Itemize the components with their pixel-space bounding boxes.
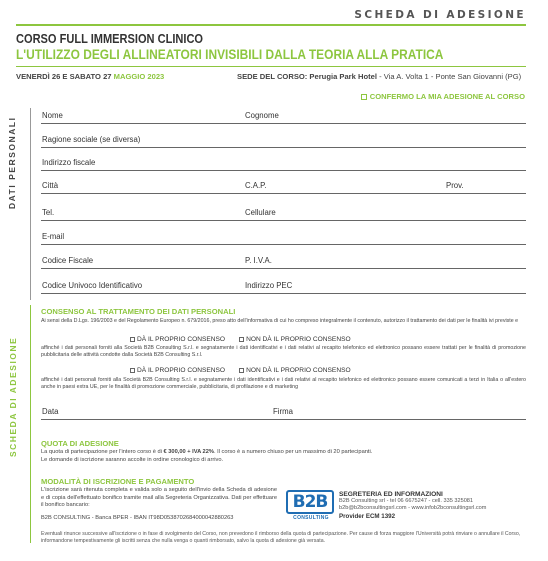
course-subtitle: L'UTILIZZO DEGLI ALLINEATORI INVISIBILI DALLA TEORIA ALLA PRATICA: [16, 47, 444, 62]
consent-deny-1[interactable]: [239, 336, 351, 343]
fee-title: QUOTA DI ADESIONE: [41, 439, 119, 448]
secretariat-provider: Provider ECM 1392: [339, 512, 396, 520]
secretariat-title: SEGRETERIA ED INFORMAZIONI: [339, 491, 443, 498]
consent-title: CONSENSO AL TRATTAMENTO DEI DATI PERSONALI: [41, 307, 236, 316]
b2b-logo: [286, 490, 336, 523]
confirm-label: CONFERMO LA MIA ADESIONE AL CORSO: [369, 92, 525, 101]
personal-section-rule: [30, 108, 31, 300]
payment-text: L'iscrizione sarà ritenuta completa e valida solo a seguito dell'invio della Scheda di adesione e di copia dell'effettuato bonifico tramite mail alla Segreteria Organizzativa. Dati per effettuare il bonifico bancario:: [41, 487, 277, 508]
consent-give-label: DÀ IL PROPRIO CONSENSO: [137, 336, 226, 343]
side-label-personal-data: DATI PERSONALI: [7, 116, 17, 209]
consent-choice-1: [130, 336, 351, 343]
consent-intro: Ai sensi della D.Lgs. 196/2003 e del Regolamento Europeo n. 679/2016, preso atto dell'informativa di cui ho compreso integralmente il contenuto, autorizzo il trattamento dei dati per le finalità ivi previste e: [41, 318, 519, 324]
fee-line-1: [41, 449, 488, 457]
fee-suffix: . Il corso è a numero chiuso per un massimo di 20 partecipanti.: [213, 449, 373, 455]
subtitle-divider: [16, 66, 526, 67]
footer-note: Eventuali rinunce successive all'iscrizione o in fase di svolgimento del Corso, non prevedono il rimborso della quota di partecipazione. Per cause di forza maggiore l'Università potrà rinviare o annullare il Corso, informandone tempestivamente gli iscritti senza che nulla venga o quanti rimborsato, salvo la quota di adesione già versata.: [41, 531, 521, 544]
row-data-firma[interactable]: [41, 402, 526, 420]
consent-give-2[interactable]: [130, 367, 225, 374]
venue-label: SEDE DEL CORSO: Perugia Park Hotel: [237, 72, 377, 81]
field-email: E-mail: [42, 232, 65, 241]
field-cap: C.A.P.: [245, 181, 267, 190]
checkbox-icon[interactable]: [239, 368, 244, 373]
field-indirizzo-fiscale: Indirizzo fiscale: [42, 158, 96, 167]
consent-deny-label: NON DÀ IL PROPRIO CONSENSO: [246, 336, 351, 343]
consent-choice-2: [130, 367, 351, 374]
row-ragione-sociale[interactable]: [41, 130, 526, 148]
secretariat-phone: B2B Consulting srl - tel 06 6675247 - cell. 335 325081: [339, 498, 474, 504]
checkbox-icon[interactable]: [130, 337, 135, 342]
field-prov: Prov.: [446, 181, 464, 190]
enrollment-section-rule: [30, 305, 31, 543]
consent-give-1[interactable]: [130, 336, 225, 343]
fee-text: [41, 449, 488, 464]
checkbox-icon[interactable]: [361, 94, 367, 100]
form-header-title: SCHEDA DI ADESIONE: [354, 9, 526, 21]
row-citta[interactable]: [41, 176, 526, 194]
field-nome: Nome: [42, 111, 63, 120]
field-citta: Città: [42, 181, 59, 190]
field-firma: Firma: [273, 407, 293, 416]
consent-text-1: affinché i dati personali forniti alla Società B2B Consulting S.r.l. e segnatamente i dati identificativi e i dati relativi al recapito telefonico ed elettronico possano essere trattati per le finalità di promozione pubblicitaria delle attività condotte dalla Società B2B Consulting S.r.l.: [41, 345, 526, 358]
field-data: Data: [42, 407, 59, 416]
consent-give-label: DÀ IL PROPRIO CONSENSO: [137, 367, 226, 374]
course-title: CORSO FULL IMMERSION CLINICO: [16, 31, 204, 46]
header-divider: [16, 24, 526, 26]
logo-tag: CONSULTING: [293, 515, 329, 521]
row-codice-fiscale[interactable]: [41, 251, 526, 269]
payment-title: MODALITÀ DI ISCRIZIONE E PAGAMENTO: [41, 477, 195, 486]
row-name[interactable]: [41, 106, 526, 124]
fee-prefix: La quota di partecipazione per l'intero corso è di: [41, 449, 164, 455]
row-tel[interactable]: [41, 203, 526, 221]
checkbox-icon[interactable]: [130, 368, 135, 373]
consent-deny-label: NON DÀ IL PROPRIO CONSENSO: [246, 367, 351, 374]
row-email[interactable]: [41, 227, 526, 245]
course-venue: [237, 72, 521, 81]
confirm-enrollment-checkbox[interactable]: [361, 92, 525, 101]
field-ragione-sociale: Ragione sociale (se diversa): [42, 135, 141, 144]
logo-mark: B2B: [286, 490, 334, 514]
field-pec: Indirizzo PEC: [245, 281, 293, 290]
field-codice-fiscale: Codice Fiscale: [42, 256, 94, 265]
dates-highlight: MAGGIO 2023: [113, 72, 165, 81]
field-cellulare: Cellulare: [245, 208, 276, 217]
dates-prefix: VENERDÌ 26 E SABATO 27: [16, 72, 112, 81]
field-piva: P. I.V.A.: [245, 256, 272, 265]
consent-text-2: affinché i dati personali forniti alla Società B2B Consulting S.r.l. e segnatamente i dati identificativi e i dati relativi al recapito telefonico ed elettronico possano essere comunicati a terzi in Italia o all'estero anche in paesi extra UE, per le finalità di promozione commerciale, pubblicitaria, di profilazione e di marketing: [41, 377, 526, 390]
consent-deny-2[interactable]: [239, 367, 351, 374]
venue-address: - Via A. Volta 1 - Ponte San Giovanni (PG): [376, 72, 522, 81]
row-indirizzo-fiscale[interactable]: [41, 153, 526, 171]
field-cognome: Cognome: [245, 111, 279, 120]
payment-bank: B2B CONSULTING - Banca BPER - IBAN IT98D0538702684000042880263: [41, 515, 234, 521]
field-codice-univoco: Codice Univoco Identificativo: [42, 281, 143, 290]
secretariat-contacts[interactable]: b2b@b2bconsultingsrl.com - www.infob2bconsultingsrl.com: [339, 505, 487, 512]
secretariat-info: [339, 491, 529, 520]
checkbox-icon[interactable]: [239, 337, 244, 342]
fee-amount: € 300,00 + IVA 22%: [163, 449, 214, 455]
side-label-enrollment: SCHEDA DI ADESIONE: [8, 336, 18, 457]
course-dates: [16, 72, 164, 81]
field-tel: Tel.: [42, 208, 55, 217]
row-codice-univoco[interactable]: [41, 276, 526, 294]
fee-line-2: Le domande di iscrizione saranno accolte in ordine cronologico di arrivo.: [41, 456, 224, 463]
